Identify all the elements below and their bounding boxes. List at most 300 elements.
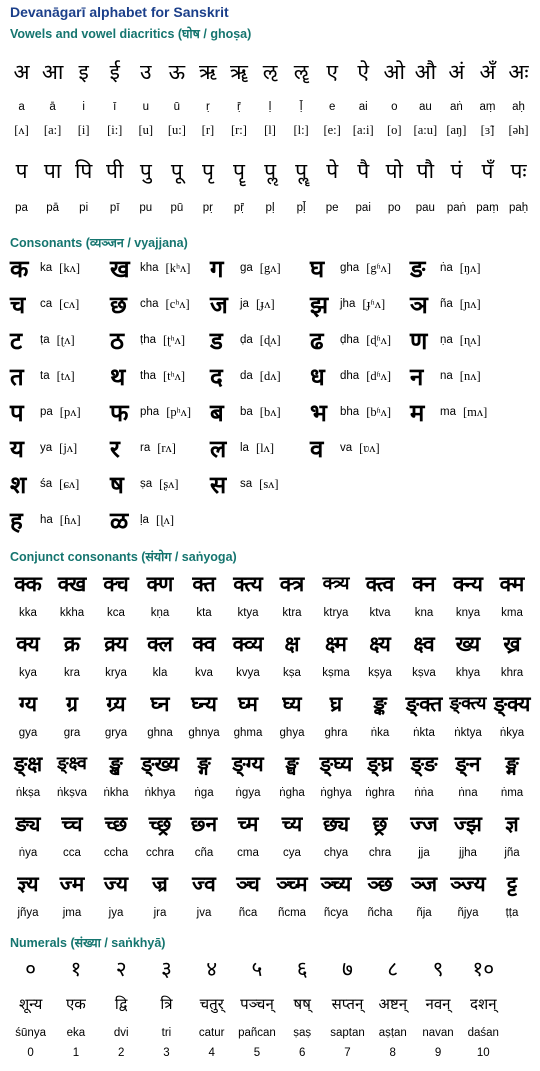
vowel-diacritic-latin: pṝ — [233, 202, 245, 214]
conjunct-letter: ञ्च — [236, 872, 260, 896]
conjunct-letter: ञ्छ — [367, 872, 393, 896]
consonant-latin: ña — [440, 298, 453, 310]
conjunct-letter: ङ्य — [15, 812, 41, 836]
conjunct-latin: ṅya — [18, 847, 38, 859]
conjunct-letter: क्ष्व — [413, 632, 435, 656]
vowel-letter: ॠ — [230, 60, 248, 84]
vowel-latin: e — [328, 101, 336, 113]
consonant-row — [10, 360, 530, 392]
consonant-ipa: [pʰʌ] — [166, 404, 192, 419]
numeral-word: दशन् — [470, 995, 497, 1013]
conjunct-latin: ñjya — [457, 907, 479, 919]
conjunct-latin: ṅkṣva — [56, 787, 88, 799]
conjunct-letter: ञ्च्य — [320, 872, 352, 896]
vowel-letter: अँ — [479, 60, 496, 84]
vowel-ipa: [i] — [77, 123, 90, 137]
vowel-latin: au — [418, 101, 432, 113]
conjunct-letter: क्त्र्य — [322, 573, 350, 594]
numeral-word: एक — [65, 995, 86, 1013]
numeral-digit: ० — [25, 957, 37, 981]
consonant-ipa: [jʌ] — [59, 440, 78, 455]
conjunct-latin: ṅghya — [320, 787, 352, 799]
conjunct-latin: kca — [107, 607, 125, 619]
consonant-latin: ṭha — [140, 334, 156, 346]
consonant-latin: pha — [140, 406, 160, 418]
vowel-letter: ऊ — [168, 60, 186, 84]
conjunct-latin: kṣva — [412, 667, 436, 679]
vowel-latin: ḹ — [299, 101, 303, 113]
conjunct-latin: cya — [283, 847, 301, 859]
numeral-digit: ४ — [206, 957, 218, 981]
vowel-ipa: [a:] — [43, 123, 62, 137]
conjunct-latin: jja — [418, 847, 430, 859]
consonant-letter: घ — [310, 254, 325, 283]
vowel-diacritic-latin: pa — [15, 202, 28, 214]
vowel-diacritic: पॄ — [233, 159, 245, 183]
consonant-latin: ta — [40, 370, 50, 382]
consonant-entry — [410, 360, 481, 392]
conjunct-letter: ज्ञ्य — [17, 872, 39, 896]
consonant-ipa: [lʌ] — [255, 440, 275, 455]
numeral-digit: ८ — [387, 957, 399, 981]
conjunct-letter: च्छ्र — [148, 812, 172, 836]
vowel-latin: i — [82, 101, 85, 113]
consonant-entry — [310, 432, 380, 464]
conjunct-letter: ग्य — [18, 692, 38, 716]
consonant-latin: ba — [240, 406, 253, 418]
consonant-letter: व — [310, 434, 324, 463]
numeral-word-row — [8, 990, 506, 1020]
conjunct-latin: khra — [500, 667, 524, 679]
consonant-row — [10, 252, 530, 284]
conjunct-letter-row — [6, 570, 534, 600]
conjunct-latin: chya — [323, 847, 349, 859]
conjunct-letter: ञ्च्म — [276, 872, 308, 896]
consonant-entry — [410, 324, 481, 356]
conjunct-letter: घ्न — [150, 692, 170, 716]
numeral-word: शून्य — [18, 995, 43, 1013]
conjunct-letter: ङ्क्ष — [13, 752, 43, 776]
conjunct-latin-row — [6, 785, 534, 803]
conjunct-letter: क्ण — [146, 572, 174, 596]
conjunct-letter: छ्य — [322, 812, 350, 836]
consonant-row — [10, 288, 530, 320]
consonant-letter: ग — [210, 254, 224, 283]
numeral-word: द्वि — [114, 995, 128, 1013]
consonant-latin: gha — [340, 262, 360, 274]
consonant-latin: ra — [140, 442, 151, 454]
conjunct-latin: ṅkhya — [144, 787, 176, 799]
consonant-ipa: [ŋʌ] — [459, 260, 481, 275]
conjunct-latin: jra — [153, 907, 167, 919]
consonant-ipa: [rʌ] — [157, 440, 176, 455]
consonant-entry — [110, 360, 185, 392]
numeral-value: 5 — [253, 1047, 261, 1059]
consonant-entry — [310, 288, 385, 320]
numeral-digit: ७ — [342, 957, 353, 981]
consonant-latin: kha — [140, 262, 159, 274]
consonant-letter: ध — [310, 362, 325, 391]
conjunct-latin: jjha — [459, 847, 477, 859]
vowel-letter: अं — [448, 60, 465, 84]
consonant-letter: न — [410, 362, 424, 391]
conjunct-latin: chra — [368, 847, 392, 859]
vowel-latin: ū — [173, 101, 181, 113]
conjunct-letter: क्ख — [57, 572, 87, 596]
conjunct-latin: ṅkha — [103, 787, 129, 799]
numeral-latin: eka — [66, 1027, 86, 1039]
vowel-diacritic-latin: pṛ — [202, 202, 214, 214]
vowel-diacritic: पॣ — [295, 159, 308, 183]
consonant-entry — [210, 468, 279, 500]
conjunct-latin: ccha — [103, 847, 129, 859]
consonant-letter: ब — [210, 398, 224, 427]
conjunct-latin: ṅkya — [499, 727, 525, 739]
consonant-letter: ळ — [110, 506, 129, 535]
consonant-latin: cha — [140, 298, 159, 310]
vowel-diacritic-latin: paṅ — [446, 202, 466, 214]
conjunct-latin: jñya — [17, 907, 39, 919]
consonant-letter: थ — [110, 362, 126, 391]
vowel-latin: ā — [49, 101, 56, 113]
vowel-latin: aṅ — [450, 101, 463, 113]
consonant-ipa: [ɟʌ] — [255, 296, 275, 311]
conjunct-latin: kra — [64, 667, 80, 679]
consonant-ipa: [gʱʌ] — [366, 260, 392, 275]
consonant-letter: ठ — [110, 326, 124, 355]
consonant-row — [10, 468, 530, 500]
consonant-row — [10, 396, 530, 428]
vowel-diacritic-latin: pe — [325, 202, 339, 214]
vowel-ipa: [l] — [264, 123, 276, 137]
consonant-letter: य — [10, 434, 24, 463]
vowel-latin: aṃ — [479, 101, 496, 113]
conjunct-latin: kma — [501, 607, 523, 619]
conjunct-latin: ghma — [233, 727, 263, 739]
vowel-ipa-row — [6, 122, 534, 140]
conjunct-letter: ङ्न — [455, 752, 481, 776]
vowel-latin: o — [391, 101, 398, 113]
vowel-letter: उ — [140, 60, 152, 84]
conjunct-letter-row — [6, 750, 534, 780]
consonant-ipa: [ɖʱʌ] — [366, 332, 392, 347]
consonant-latin: ṭa — [40, 334, 50, 346]
conjunct-letter: क्य — [16, 632, 40, 656]
vowel-letter: अः — [508, 60, 529, 84]
conjunct-letter: च्च — [61, 812, 83, 836]
consonant-ipa: [dʱʌ] — [366, 368, 392, 383]
conjunct-letter: ङ्ख — [109, 752, 123, 776]
conjunct-latin: ṅna — [458, 787, 478, 799]
conjunct-letter: ज्र — [152, 872, 168, 896]
conjunct-latin: knya — [455, 607, 481, 619]
conjunct-letter: ङ्घ — [285, 752, 299, 776]
numeral-digit: ६ — [296, 957, 308, 981]
conjunct-latin: kta — [196, 607, 212, 619]
consonant-ipa: [gʌ] — [259, 260, 281, 275]
conjunct-letter: क्न्य — [453, 572, 483, 596]
consonant-ipa: [cʰʌ] — [165, 296, 190, 311]
vowel-diacritic-latin: pū — [170, 202, 184, 214]
conjunct-letter: ङ्ग्य — [232, 752, 264, 776]
vowel-diacritic-latin: pā — [46, 202, 59, 214]
conjunct-letter: क्त्य — [233, 572, 263, 596]
consonant-entry — [10, 252, 80, 284]
numeral-latin: saptan — [330, 1027, 365, 1039]
consonant-letter: ड — [210, 326, 223, 355]
conjunct-letter-row — [6, 810, 534, 840]
consonant-row — [10, 324, 530, 356]
conjunct-letter: क्च — [103, 572, 129, 596]
conjunct-latin: ñja — [416, 907, 432, 919]
conjunct-letter: च्म — [237, 812, 259, 836]
conjunct-letter: क्म — [499, 572, 525, 596]
conjunct-letter: ङ्घ्य — [319, 752, 353, 776]
consonant-letter: क — [10, 254, 29, 283]
vowel-diacritic: पौ — [416, 159, 435, 183]
conjunct-letter: ज्व — [192, 872, 216, 896]
consonant-latin: ja — [240, 298, 249, 310]
numeral-digit-row — [8, 955, 506, 985]
consonant-ipa: [ɟʱʌ] — [362, 296, 386, 311]
consonant-ipa: [kʌ] — [59, 260, 80, 275]
consonant-latin: ṇa — [440, 334, 453, 346]
conjunct-latin: kvya — [236, 667, 260, 679]
consonant-letter: झ — [310, 290, 329, 319]
conjunct-letter: ङ्क्ष्व — [57, 753, 87, 774]
consonant-ipa: [ɖʌ] — [259, 332, 281, 347]
conjunct-latin: kva — [195, 667, 213, 679]
consonant-ipa: [ɕʌ] — [59, 476, 80, 491]
conjunct-letter: ञ्ज — [410, 872, 438, 896]
conjunct-latin: ñca — [238, 907, 258, 919]
consonant-letter: ष — [110, 470, 124, 499]
conjunct-letter: ङ्घ्र — [367, 752, 393, 776]
consonant-latin: ṣa — [140, 478, 153, 490]
conjunct-letter: क्व — [192, 632, 216, 656]
consonant-entry — [310, 324, 391, 356]
conjunct-latin: kṇa — [150, 607, 170, 619]
vowel-diacritic-latin: po — [387, 202, 401, 214]
conjunct-latin: ñcya — [323, 907, 349, 919]
vowel-letter: ओ — [383, 60, 406, 84]
numeral-latin: tri — [161, 1027, 172, 1039]
conjunct-letter: क्र्य — [104, 632, 128, 656]
conjunct-latin: gra — [63, 727, 81, 739]
vowel-diacritic-row — [6, 157, 534, 187]
conjunct-latin: ṅkṣa — [15, 787, 41, 799]
consonant-ipa: [bʌ] — [259, 404, 281, 419]
numeral-digit: ९ — [432, 957, 444, 981]
conjunct-letter: ज्ञ — [505, 812, 519, 836]
vowel-latin: aḥ — [512, 101, 525, 113]
conjunct-latin: kka — [19, 607, 37, 619]
conjunct-latin: kna — [414, 607, 434, 619]
consonant-entry — [310, 252, 391, 284]
consonant-letter: ख — [110, 254, 130, 283]
consonant-ipa: [ɦʌ] — [59, 512, 81, 527]
vowel-ipa: [a:u] — [413, 123, 438, 137]
conjunct-latin: gya — [18, 727, 38, 739]
vowel-diacritic: पै — [357, 159, 370, 183]
vowel-letter: इ — [78, 60, 89, 84]
consonant-latin: sa — [240, 478, 253, 490]
conjunct-letter-row — [6, 690, 534, 720]
consonant-entry — [410, 396, 487, 428]
numeral-word: नवन् — [425, 995, 451, 1013]
numeral-value-row — [8, 1045, 506, 1063]
vowel-diacritic-latin: paḥ — [508, 202, 529, 214]
consonant-letter: ण — [410, 326, 428, 355]
numeral-word: अष्टन् — [378, 995, 408, 1013]
conjunct-letter: ङ्ङ — [410, 752, 438, 776]
conjunct-letter: क्ल — [147, 632, 173, 656]
consonant-ipa: [ʈʰʌ] — [163, 332, 186, 347]
consonant-latin: dha — [340, 370, 360, 382]
consonant-row — [10, 504, 530, 536]
consonant-latin: pa — [40, 406, 53, 418]
numeral-word: त्रि — [160, 995, 173, 1013]
consonant-letter: श — [10, 470, 27, 499]
conjunct-latin: kya — [19, 667, 37, 679]
consonant-letter: ल — [210, 434, 227, 463]
conjunct-letter: ञ्ज्य — [450, 872, 486, 896]
consonant-entry — [210, 360, 281, 392]
numeral-latin: śūnya — [15, 1027, 46, 1039]
vowel-diacritic-latin: pḷ — [265, 202, 275, 214]
vowel-latin: ṛ — [205, 101, 210, 113]
consonant-letter: फ — [110, 398, 129, 427]
vowel-latin: a — [18, 101, 25, 113]
conjunct-letter: च्य — [281, 812, 303, 836]
consonant-latin: na — [440, 370, 453, 382]
consonant-letter: र — [110, 434, 120, 463]
consonant-letter: च — [10, 290, 26, 319]
conjunct-letter: क्व्य — [232, 632, 264, 656]
consonant-ipa: [ɲʌ] — [459, 296, 481, 311]
conjunct-letter: ङ्क्य — [493, 692, 531, 716]
conjunct-latin: ṅga — [194, 787, 214, 799]
consonant-entry — [210, 432, 274, 464]
conjunct-letter: ङ्ग — [197, 752, 211, 776]
conjunct-latin: ghya — [279, 727, 305, 739]
vowel-letter: अ — [13, 60, 30, 84]
vowel-latin: ḷ — [268, 101, 272, 113]
vowel-letter: ई — [109, 60, 120, 84]
consonant-entry — [210, 288, 275, 320]
consonant-entry — [410, 288, 481, 320]
vowel-diacritic: पँ — [481, 159, 494, 183]
consonant-latin: jha — [340, 298, 356, 310]
conjunct-latin: kla — [152, 667, 168, 679]
consonant-latin: ma — [440, 406, 456, 418]
consonant-latin: ḍa — [240, 334, 253, 346]
vowel-latin: ṝ — [237, 101, 241, 113]
vowel-ipa: [ʌ] — [14, 123, 29, 137]
conjunct-latin: ktya — [237, 607, 259, 619]
vowel-diacritic: पा — [43, 159, 62, 183]
consonant-ipa: [ʈʌ] — [56, 332, 75, 347]
consonant-entry — [10, 396, 81, 428]
conjuncts-heading: Conjunct consonants (संयोग / saṅyoga) — [10, 550, 237, 564]
consonant-entry — [210, 252, 281, 284]
numeral-digit: १ — [70, 957, 82, 981]
vowel-diacritic: पु — [139, 159, 152, 183]
consonant-ipa: [bʱʌ] — [366, 404, 392, 419]
vowel-letter: ऐ — [357, 60, 370, 84]
consonant-latin: ya — [40, 442, 53, 454]
conjunct-letter: क्ष्य — [369, 632, 391, 656]
vowel-diacritic: पो — [385, 159, 403, 183]
vowel-letter: ऋ — [198, 60, 217, 84]
numeral-latin: navan — [422, 1027, 454, 1039]
consonant-ipa: [ʋʌ] — [359, 440, 380, 455]
numeral-word: पञ्चन् — [240, 995, 274, 1013]
conjunct-letter: ज्झ — [454, 812, 482, 836]
conjunct-latin: ṅghra — [365, 787, 395, 799]
conjunct-latin: kṣya — [368, 667, 392, 679]
consonant-entry — [110, 468, 179, 500]
numeral-value: 0 — [27, 1047, 34, 1059]
consonant-entry — [410, 252, 481, 284]
vowel-diacritic: पि — [74, 159, 93, 183]
conjunct-letter: घ्न्य — [191, 692, 217, 716]
numeral-value: 4 — [208, 1047, 215, 1059]
conjunct-letter: ङ्क — [373, 692, 387, 716]
numeral-latin: dvi — [113, 1027, 129, 1039]
vowel-diacritic: पॢ — [264, 159, 276, 183]
conjunct-letter: घ्य — [282, 692, 302, 716]
consonant-latin: ca — [40, 298, 53, 310]
conjunct-letter: क्र — [63, 632, 81, 656]
vowel-letter-row — [6, 58, 534, 88]
vowel-letter: ॡ — [293, 60, 309, 84]
consonant-ipa: [pʌ] — [59, 404, 81, 419]
consonant-ipa: [kʰʌ] — [165, 260, 191, 275]
conjunct-latin: kṣma — [322, 667, 350, 679]
consonant-entry — [10, 432, 77, 464]
vowel-diacritic: पं — [450, 159, 463, 183]
conjunct-latin: cchra — [145, 847, 175, 859]
consonant-latin: ga — [240, 262, 253, 274]
consonant-letter: म — [410, 398, 425, 427]
vowel-diacritic: पी — [106, 159, 124, 183]
vowel-diacritic-latin: pi — [79, 202, 89, 214]
consonant-latin: da — [240, 370, 253, 382]
vowel-ipa: [e:] — [323, 123, 341, 137]
conjunct-latin: jya — [108, 907, 124, 919]
vowel-ipa: [l:] — [293, 123, 309, 137]
numeral-word: चतुर् — [199, 995, 224, 1013]
consonant-entry — [310, 396, 391, 428]
vowel-diacritic-latin: pu — [139, 202, 153, 214]
conjunct-latin: ghnya — [188, 727, 220, 739]
numeral-value: 9 — [434, 1047, 442, 1059]
consonant-letter: ञ — [410, 290, 428, 319]
consonant-letter: द — [210, 362, 223, 391]
conjunct-letter: ङ्क्त — [405, 692, 443, 716]
vowel-letter: औ — [414, 60, 437, 84]
consonant-latin: ṅa — [440, 262, 453, 274]
consonant-letter: ज — [210, 290, 228, 319]
conjunct-latin-row — [6, 905, 534, 923]
vowel-ipa: [r] — [201, 123, 215, 137]
conjunct-latin: cca — [63, 847, 81, 859]
consonant-ipa: [dʌ] — [259, 368, 281, 383]
numeral-digit: २ — [115, 957, 127, 981]
conjunct-letter-row — [6, 630, 534, 660]
conjunct-latin-row — [6, 845, 534, 863]
